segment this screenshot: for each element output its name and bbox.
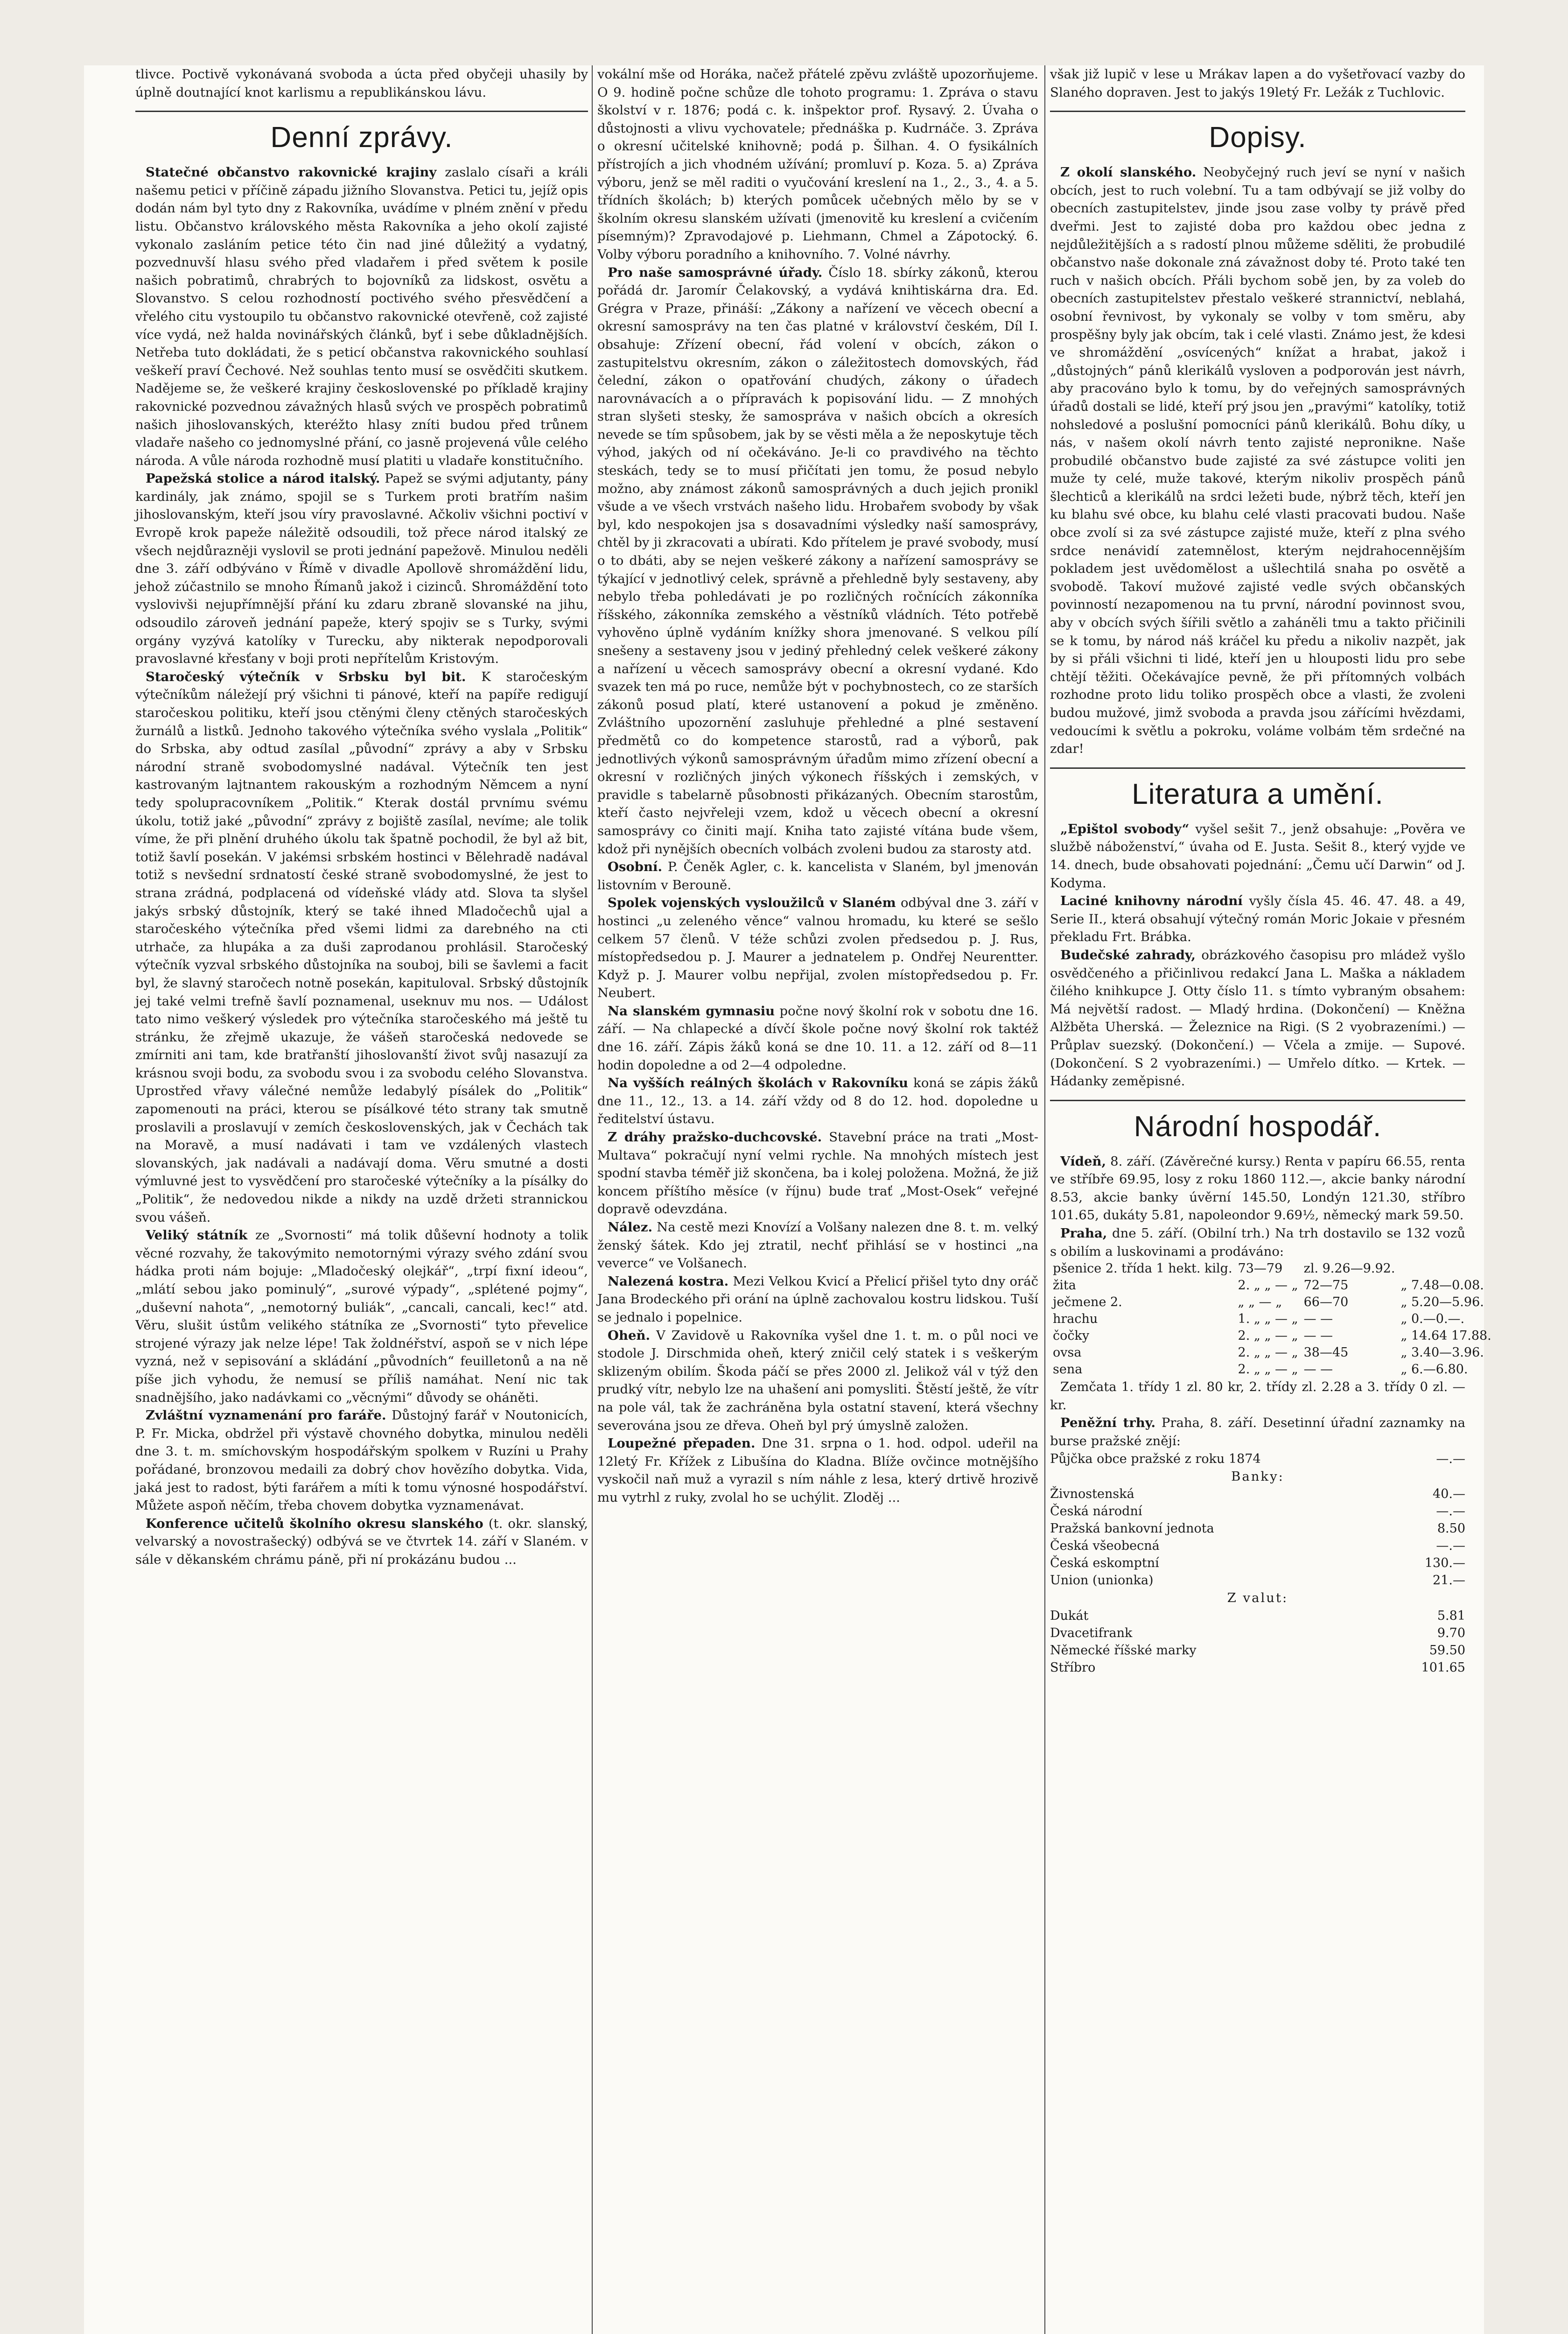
currencies-title: Z valut: <box>1227 1590 1288 1606</box>
divider <box>1050 111 1465 112</box>
table-row: hrachu 1. „ „ — „ — — „ 0.—0.—. <box>1053 1312 1465 1327</box>
market-head: Praha, <box>1060 1226 1107 1241</box>
lit-text: obrázkového časopisu pro mládež vyšlo osvědčeného a přičinlivou redakcí Jana L. Maška a nákladem čilého knihkupce J. Otty číslo 11. s tímto vybraným obsahem: Má největší radost. — Mladý hrdina. (Dokončení) — Kněžna Alžběta Uherská. — Železnice na Rigi. (S 2 vyobrazeními.) — Průplav suezský. (Dokončení.) — Včela a zmije. — Supové. (Dokončení. S 2 vyobrazeními.) — Umřelo dítko. — Krtek. — Hádanky zeměpisné. <box>1050 947 1465 1089</box>
news-item <box>135 1226 588 1406</box>
news-item-head: Zvláštní vyznamenání pro faráře. <box>146 1408 386 1423</box>
news-item-text: koná se zápis žáků dne 11., 12., 13. a 14. září vždy od 8 do 12. hod. dopoledne u ředitelství ústavu. <box>597 1076 1038 1127</box>
lit-text: vyšel sešit 7., jenž obsahuje: „Pověra ve službě náboženství,“ úvaha od E. Justa. Sešit 8., který vyjde ve 14. dnech, bude obsahovati pojednání: „Čemu učí Darwin“ od J. Kodyma. <box>1050 821 1465 891</box>
news-item-head: Z dráhy pražsko-duchcovské. <box>608 1130 822 1145</box>
news-item-text: odbýval dne 3. září v hostinci „u zeleného věnce“ valnou hromadu, ku které se sešlo celkem 57 členů. V téže schůzi zvolen předsedou p. J. Rus, místopředsedou p. J. Maurer a jednatelem p. Ondřej Neurentter. Když p. J. Maurer volbu nepřijal, zvolen místopředsedou p. Fr. Neubert. <box>597 895 1038 1001</box>
news-item <box>597 1074 1038 1128</box>
col3-top-paragraph: však již lupič v lese u Mrákav lapen a do vyšetřovací vazby do Slaného dopraven. Jest to jakýs 19letý Fr. Ležák z Tuchlovic. <box>1050 67 1465 100</box>
currencies-table <box>1050 1607 1465 1676</box>
table-row: Půjčka obce pražské z roku 1874 —.— <box>1050 1451 1465 1466</box>
news-item-head: Statečné občanstvo rakovnické krajiny <box>146 165 437 180</box>
col1-top-paragraph: tlivce. Poctivě vykonávaná svoboda a úcta před obyčeji uhasily by úplně doutnající knot karlismu a republikánskou lávu. <box>135 67 588 100</box>
col2-top-paragraph: vokální mše od Horáka, načež přátelé zpěvu zvláště upozorňujeme. O 9. hodině počne schůze dle tohoto programu: 1. Zpráva o stavu školství v r. 1876; podá c. k. inšpektor prof. Rysavý. 2. Úvaha o důstojnosti a vlivu vychovatele; přednáška p. Kudrnáče. 3. Zpráva o okresní učitelské knihovně; podá p. Šilhan. 4. O fysikálních přístrojích a jich vhodném užívání; promluví p. Koza. 5. a) Zpráva výboru, jenž se měl raditi o vyučování kreslení na 1., 2., 3., 4. a 5. třídních školách; b) kterých pomůcek učebných mělo by se v školním okresu slanském užívati (jmenovitě ku kreslení a cvičením písemným)? Zpravodajové p. Liehmann, Chmel a Zápotocký. 6. Volby výboru poradního a knihovního. 7. Volné návrhy. <box>597 67 1038 262</box>
dopis-head: Z okolí slanského. <box>1060 165 1197 180</box>
news-item-head: Papežská stolice a národ italský. <box>146 471 380 486</box>
market-text: dne 5. září. (Obilní trh.) Na trh dostavilo se 132 vozů s obilím a luskovinami a prodáváno: <box>1050 1226 1465 1259</box>
table-row: Německé říšské marky 59.50 <box>1050 1643 1465 1658</box>
news-item-text: P. Čeněk Agler, c. k. kancelista v Slaném, byl jmenován listovním v Berouně. <box>597 859 1038 893</box>
section-title-narodni-hospodar: Národní hospodář. <box>1134 1110 1382 1143</box>
news-item <box>597 1434 1038 1506</box>
money-market <box>1050 1414 1465 1450</box>
news-item-head: Staročeský výtečník v Srbsku byl bit. <box>146 669 466 684</box>
news-item-text: Papež se svými adjutanty, pány kardinály, jak známo, spojil se s Turkem proti bratřím našim jihoslovanským, kteří jsou víry pravoslavné. Ačkoliv všichni poctiví v Evropě krok papeže náležitě odsoudili, tož přece národ italský ze všech nejdůrazněji vyslovil se proti jednání papežově. Minulou neděli dne 3. září odbýváno v Římě v divadle Apollově shromáždění lidu, jehož zúčastnilo se mnoho Římanů jakož i cizinců. Shromáždění toto vyslovivši nejupřímnější přání ku zdaru zbraně slovanské na jihu, odsoudilo zároveň jednání papeže, který spojiv se s Turky, svými orgány vyzývá katolíky v Turecku, aby nikterak nepodporovali pravoslavné křesťany v boji proti nepřítelům Kristovým. <box>135 471 588 667</box>
lit-item <box>1050 820 1465 892</box>
news-item-head: Nález. <box>608 1220 653 1235</box>
news-item-head: Oheň. <box>608 1328 651 1343</box>
news-item-head: Na vyšších reálných školách v Rakovníku <box>608 1076 908 1091</box>
news-item-head: Loupežné přepaden. <box>608 1436 756 1451</box>
section-title-dopisy: Dopisy. <box>1209 121 1307 154</box>
divider <box>135 111 588 112</box>
banks-table <box>1050 1485 1465 1589</box>
table-row: Pražská bankovní jednota 8.50 <box>1050 1521 1465 1536</box>
table-row: žita 2. „ „ — „ 72—75 „ 7.48—0.08. <box>1053 1278 1484 1293</box>
table-row: ovsa 2. „ „ — „ 38—45 „ 3.40—3.96. <box>1053 1345 1484 1360</box>
news-item-text: K staročeským výtečníkům náležejí prý všichni ti pánové, kteří na papíře redigují staročeskou politiku, kteří jsou ctěnými členy ctěných staročeských žurnálů a listků. Jednoho takového výtečníka svého vyslala „Politik“ do Srbska, aby odtud zasílal „původní“ zprávy a aby v Srbsku národní straně svobodomyslné nadával. Výtečník ten jest kastrovaným lajtnantem rakouským a rozhodným Němcem a nyní tedy spolupracovníkem „Politik.“ Kterak dostál prvnímu svému úkolu, totiž jaké „původní“ zprávy z bojiště zasílal, nevíme; ale tolik víme, že při plnění druhého úkolu tak špatně pochodil, že byl až bit, totiž šavlí posekán. V jakémsi srbském hostinci v Bělehradě nadával totiž s nevšední srdnatostí české straně svobodomyslné, že jest to strana zrádná, podplacená od vídeňské vlády atd. Slova ta slyšel jakýs srbský důstojník, který se také ihned Mladočechů ujal a staročeského výtečníka před všemi lidmi za darebného na cti utrhače, za hlupáka a za duši zaprodanou prohlásil. Staročeský výtečník vyzval srbského důstojníka na souboj, bili se šavlemi a facit byl, že slavný staročech notně posekán, kapituloval. Srbský důstojník jej také velmi trefně šavlí poznamenal, useknuv mu nos. — Událost tato nimo veškerý výsledek pro výtečníka staročeského má ještě tu stránku, že zřejmě ukazuje, že vášeň staročeská nedovede se zmírniti ani tam, kde bratřanští jihoslovanští život svůj nasazují za krásnou svoji bodu, za svobodu svou i za svobodu celého Slovanstva. Uprostřed vřavy válečné nemůže ledabylý písálek do „Politik“ zapomenouti na práci, kterou se písálkové této strany tak smutně proslavili a proslavují v zemích československých, jak v Čechách tak na Moravě, a musí nadávati i tam ve vzdálených vlastech slovanských, jak nadávali a nadávají doma. Věru smutné a dosti výmluvné jest to vysvědčení pro staročeské výtečníky a la písálky do „Politik“, že nedovedou nikde a nikdy na uzdě držeti strannickou svou vášeň. <box>135 669 588 1225</box>
news-item-head: Nalezená kostra. <box>608 1273 729 1289</box>
news-item <box>597 1002 1038 1074</box>
table-row: ječmene 2. „ „ — „ 66—70 „ 5.20—5.96. <box>1053 1295 1484 1310</box>
lit-head: Budečské zahrady, <box>1060 947 1196 963</box>
news-item-text: zaslalo císaři a králi našemu petici v příčině západu jižního Slovanstva. Petici tu, jejíž opis dodán nám byl tyto dny z Rakovníka, uvádíme v plném znění v předu listu. Občanstvo královského města Rakovníka a jeho okolí zajisté vykonalo zasláním petice této čin nad jiné důležitý a vydatný, pozvednuvší hlasu svého před vladařem i před světem k posile našich pobratimů, chrabrých to bojovníků za lidskost, osvětu a Slovanstvo. S celou rozhodností poctivého svého přesvědčení a vřelého citu vystoupilo tu občanstvo rakovnické otevřeně, což zajisté více vydá, než halda novinářských článků, byť i sebe důkladnějších. Netřeba tuto dokládati, že s peticí občanstva rakovnického souhlasí veškeří praví Čechové. Než souhlas tento musí se osvědčiti skutkem. Nadějeme se, že veškeré krajiny československé po příkladě krajiny rakovnické pozvednou závažných hlasů svých ve prospěch pobratimů našich jihoslovanských, kteréžto hlasy zníti budou před trůnem vladaře našeho co jednomyslné přání, co jasně projevená vůle celého národa. A vůle národa rozhodně musí platiti u vladaře konstitučního. <box>135 165 588 468</box>
grain-table <box>1050 1260 1494 1378</box>
news-item-text: počne nový školní rok v sobotu dne 16. září. — Na chlapecké a dívčí škole počne nový školní rok taktéž dne 16. září. Zápis žáků koná se dne 10. 11. a 12. září od 8—11 hodin dopoledne a od 2—4 odpoledne. <box>597 1003 1038 1073</box>
news-item-text: (t. okr. slanský, velvarský a novostrašecký) odbývá se ve čtvrtek 14. září v Slaném. v sále v děkanském chrámu páně, při ní prokázánu budou ... <box>135 1516 588 1567</box>
news-item <box>135 668 588 1226</box>
news-item-text: Na cestě mezi Knovízí a Volšany nalezen dne 8. t. m. velký ženský šátek. Kdo jej ztratil, nechť přihlásí se v hostinci „na veverce“ ve Volšanech. <box>597 1220 1038 1271</box>
news-item <box>597 858 1038 894</box>
news-item-text: Číslo 18. sbírky zákonů, kterou pořádá dr. Jaromír Čelakovský, a vydává knihtiskárna dra. Ed. Grégra v Praze, přináší: „Zákony a nařízení ve věcech obecní a okresní samosprávy na ten čas platné v království českém, Díl I. obsahuje: Zřízení obecní, řád volení v obcích, zákon o zastupitelstvu okresním, zákon o záležitostech domovských, řád čelední, zákon o opatřování chudých, zákony o úřadech narovnávacích a o přípravách k popisování lidu. — Z mnohých stran slyšeti stesky, že samospráva v našich obcích a okresích nevede se tím spůsobem, jak by se věsti měla a že neposkytuje těch výhod, jakých od ní očekáváno. Je-li co pravdivého na těchto steskách, tedy se to musí přičítati jen tomu, že posud nebylo možno, aby známost zákonů samosprávných a duch jejich pronikl všude a ve všech vrstvách našeho lidu. Hrobařem svobody by však byl, kdo nespokojen jsa s dosavadními výsledky naší samosprávy, chtěl by ji zkracovati a ubírati. Kdo přítelem je pravé svobody, musí o to dbáti, aby se nejen veškeré zákony a nařízení samosprávy se týkající v jednotlivý celek, správně a přehledně byly sestaveny, aby nebylo třeba pohledávati je po rozličných ročnících zákonníka říšského, zákonníka zemského a věstníků vládních. Této potřebě vyhověno úplně vydáním knížky shora jmenované. S velkou pílí snešeny a sestaveny jsou v jediný přehledný celek veškeré zákony a nařízení u věcech samosprávy obecní a okresní vydané. Kdo svazek ten má po ruce, nemůže být v pochybnostech, co ze starších zákonů posud platí, které ustanovení a pokud je změněno. Zvláštního upozornění zasluhuje přehledné a plné sestavení předmětů co do kompetence starostů, rad a výborů, pak jednotlivých výkonů samosprávným úřadům mimo zřízení obecní a okresní v rozličných jiných výkonech říšských i zemských, v pravidle s tabelarně působnosti přikázaných. Obecním starostům, kteří často nejvřeleji vzem, kdož u věcech obecní a okresní samosprávy co činiti mají. Kniha tato zajisté vítána bude všem, kdož při nynějších obecních volbách zvoleni budou za starosty atd. <box>597 265 1038 857</box>
news-item-head: Osobní. <box>608 859 663 875</box>
news-item <box>597 1128 1038 1218</box>
news-item-text: Důstojný farář v Noutonicích, P. Fr. Micka, obdržel při výstavě chovného dobytka, minulou neděli dne 3. t. m. smíchovským hospodářským spolkem v Ruzíni u Prahy pořádané, bronzovou medaili za dobrý chov hovězího dobytka. Vida, jaká jest to radost, býti farářem a míti k tomu výnosné hospodářství. Můžete aspoň něčím, třeba chovem dobytka vyznamenávat. <box>135 1408 588 1513</box>
table-row: Česká všeobecná —.— <box>1050 1539 1465 1554</box>
news-item-text: Mezi Velkou Kvicí a Přelicí přišel tyto dny oráč Jana Brodeckého při orání na úplně zachovalou kostru lidskou. Tuší se jednalo i popelnice. <box>597 1273 1038 1325</box>
news-item <box>597 1272 1038 1327</box>
lit-head: „Epištol svobody“ <box>1060 821 1190 837</box>
money-head: Peněžní trhy. <box>1060 1415 1156 1431</box>
news-item-head: Spolek vojenských vysloužilců v Slaném <box>608 895 896 911</box>
banks-title: Banky: <box>1231 1469 1284 1484</box>
table-row: čočky 2. „ „ — „ — — „ 14.64 17.88. <box>1053 1329 1491 1343</box>
lit-text: vyšly čísla 45. 46. 47. 48. a 49, Serie II., která obsahují výtečný román Moric Jokaie v přesném překladu Frt. Brábka. <box>1050 893 1465 945</box>
news-item <box>135 1406 588 1515</box>
table-row: Stříbro 101.65 <box>1050 1660 1465 1675</box>
section-title-denni-zpravy: Denní zprávy. <box>270 121 453 154</box>
newspaper-page <box>84 65 1491 2334</box>
news-item-text: Dne 31. srpna o 1. hod. odpol. udeřil na 12letý Fr. Křížek z Libušína do Kladna. Blíže ovčince motnějšího vyskočil naň muž a vyrazil s ním náhle z lesa, který drtivě hrozivě mu vytrhl z ruky, zvolal ho se uchýlit. Zloděj ... <box>597 1436 1038 1505</box>
table-row: Dukát 5.81 <box>1050 1608 1465 1623</box>
news-item <box>597 1327 1038 1435</box>
news-item-head: Veliký státník <box>146 1228 248 1243</box>
news-item-text: ze „Svornosti“ má tolik důševní hodnoty a tolik věcné rozvahy, že takovýmito nemotornými výrazy svého zdání svou hádka proti nám bojuje: „Mladočeský olejkář“, „trpí fixní ideou“, „mlátí sebou jako pominulý“, „surové výpady“, „splétené pojmy“, „duševní nahota“, „nemotorný buliák“, „cancali, cancali, kec!“ atd. Věru, slušit ústům velikého státníka ze „Svornosti“ tyto převelice strojené výrazy jak nelze lépe! Tak žoldnéřství, aspoň se v nich lépe vyzná, než v sepisování a skládání „původních“ feuilletonů a na ně píše jich vyhodu, že nemusí se příliš namáhat. Není nic tak snadnějšího, jako nadávkami co „věcnými“ důvody se oháněti. <box>135 1228 588 1405</box>
market-text: 8. září. (Závěrečné kursy.) Renta v papíru 66.55, renta ve stříbře 69.95, losy z roku 1860 112.—, akcie banky národní 8.53, akcie banky úvěrní 145.50, Londýn 121.30, stříbro 101.65, dukáty 5.81, napoleondor 9.69½, německý mark 59.50. <box>1050 1153 1466 1223</box>
market-vienna <box>1050 1153 1465 1224</box>
table-row: Dvacetifrank 9.70 <box>1050 1625 1465 1640</box>
section-title-literatura: Literatura a umění. <box>1132 778 1384 810</box>
loan-table <box>1050 1450 1465 1468</box>
news-item-text: V Zavidově u Rakovníka vyšel dne 1. t. m. o půl noci ve stodole J. Dirschmida oheň, který zničil celý statek i s veškerým sklizeným obilím. Škoda páčí se přes 2000 zl. Jelikož vál v týž den prudký vítr, nebylo lze na uhašení ani pomysliti. Štěstí ještě, že vítr na pole vál, tak že zachráněna byla ostatní stavení, která všechny severována jsou ze dřeva. Oheň byl prý úmyslně založen. <box>597 1328 1038 1433</box>
news-item <box>135 1515 588 1569</box>
news-item <box>597 1218 1038 1272</box>
news-item-head: Konference učitelů školního okresu slanského <box>146 1516 483 1531</box>
grain-note: Zemčata 1. třídy 1 zl. 80 kr, 2. třídy zl. 2.28 a 3. třídy 0 zl. — kr. <box>1050 1379 1465 1413</box>
news-item <box>597 894 1038 1002</box>
table-row: Česká eskomptní 130.— <box>1050 1556 1465 1571</box>
column-1 <box>135 65 588 2334</box>
news-item <box>135 470 588 668</box>
lit-head: Laciné knihovny národní <box>1060 893 1243 909</box>
table-row: pšenice 2. třída 1 hekt. kilg. 73—79 zl. 9.26—9.92. <box>1053 1261 1395 1276</box>
table-row: sena 2. „ „ — „ — — „ 6.—6.80. <box>1053 1362 1468 1377</box>
table-row: Union (unionka) 21.— <box>1050 1573 1465 1588</box>
column-divider <box>1044 65 1045 2334</box>
news-item-head: Na slanském gymnasiu <box>608 1003 775 1019</box>
money-text: Praha, 8. září. Desetinní úřadní zaznamky na burse pražské znějí: <box>1050 1415 1465 1449</box>
table-row: Česká národní —.— <box>1050 1504 1465 1519</box>
divider <box>1050 767 1465 769</box>
column-divider <box>592 65 593 2334</box>
market-praha <box>1050 1224 1465 1260</box>
table-row: Živnostenská 40.— <box>1050 1487 1465 1502</box>
dopis-text: Neobyčejný ruch jeví se nyní v našich obcích, jest to ruch volební. Tu a tam odbývají se již volby do obecních zastupitelstev, jinde jsou zase volby ty právě před dveřmi. Jest to zajisté doba pro každou obec jedna z nejdůležitějších a s radostí plnou můžeme sděliti, že probudilé občanstvo naše dokonale zná závažnost doby té. Proto také ten ruch v našich obcích. Přáli bychom sobě jen, by za voleb do obecních zastupitelstev přestalo veškeré strannictví, neblahá, osobní řevnivost, by vykonaly se volby v tom směru, aby prospěšny byly jak obcím, tak i celé vlasti. Známo jest, že kdesi ve shromáždění „osvícených“ knížat a hrabat, jakož i „důstojných“ pánů klerikálů vysloven a podporován jest návrh, aby pracováno bylo k tomu, by do veřejných samosprávných úřadů dostali se lidé, kteří prý jsou jen „pravými“ katolíky, totiž nohsledové a poslušní pomocníci pánů klerikálů. Bohu díky, u nás, v našem okolí návrh tento zajisté nepronikne. Naše probudilé občanstvo bude zajisté za své zástupce voliti jen muže ty celé, muže takové, kterým nikoliv prospěch pánů šlechticů a klerikálů na srdci ležeti bude, nýbrž těch, kteří jen ku blahu své obce, ku blahu celé vlasti pracovati budou. Naše obce zvolí si za své zástupce zajisté muže, kteří z plna svého srdce nenávidí zatemnělost, kterým nejdrahocennějším pokladem jest uvědomělost a ušlechtilá snaha po osvětě a svobodě. Takoví mužové zajisté vedle svých občanských povinností nezapomenou na tu první, národní povinnost svou, aby v obcích svých šířili světlo a zaháněli tmu a takto přičinili se k tomu, by národ náš kráčel ku předu a nikoliv nazpět, jak by si přáli všichni ti lidé, kteří jen u hlouposti lidu pro sebe chtějí těžiti. Očekávajíce pevně, že při přítomných volbách rozhodne proto lidu toliko prospěch obce a vlasti, že zvoleni budou mužové, jimž svoboda a pravda jsou zářícími hvězdami, vedoucími k světlu a pokroku, voláme volbám těm srdečné na zdar! <box>1050 165 1465 757</box>
news-item <box>597 264 1038 858</box>
news-item-text: Stavební práce na trati „Most-Multava“ pokračují nyní velmi rychle. Na mnohých místech jest spodní stavba téměř již skončena, ba i kolej položena. Možná, že již koncem příštího měsíce (v říjnu) bude trať „Most-Osek“ veřejné dopravě odevzdána. <box>597 1130 1038 1217</box>
market-head: Vídeň, <box>1060 1153 1106 1169</box>
column-3 <box>1050 65 1491 2334</box>
column-2 <box>597 65 1038 2334</box>
news-item <box>135 163 588 470</box>
news-item-head: Pro naše samosprávné úřady. <box>608 265 823 280</box>
dopis-item <box>1050 163 1465 758</box>
divider <box>1050 1100 1465 1101</box>
lit-item <box>1050 946 1465 1090</box>
lit-item <box>1050 892 1465 946</box>
